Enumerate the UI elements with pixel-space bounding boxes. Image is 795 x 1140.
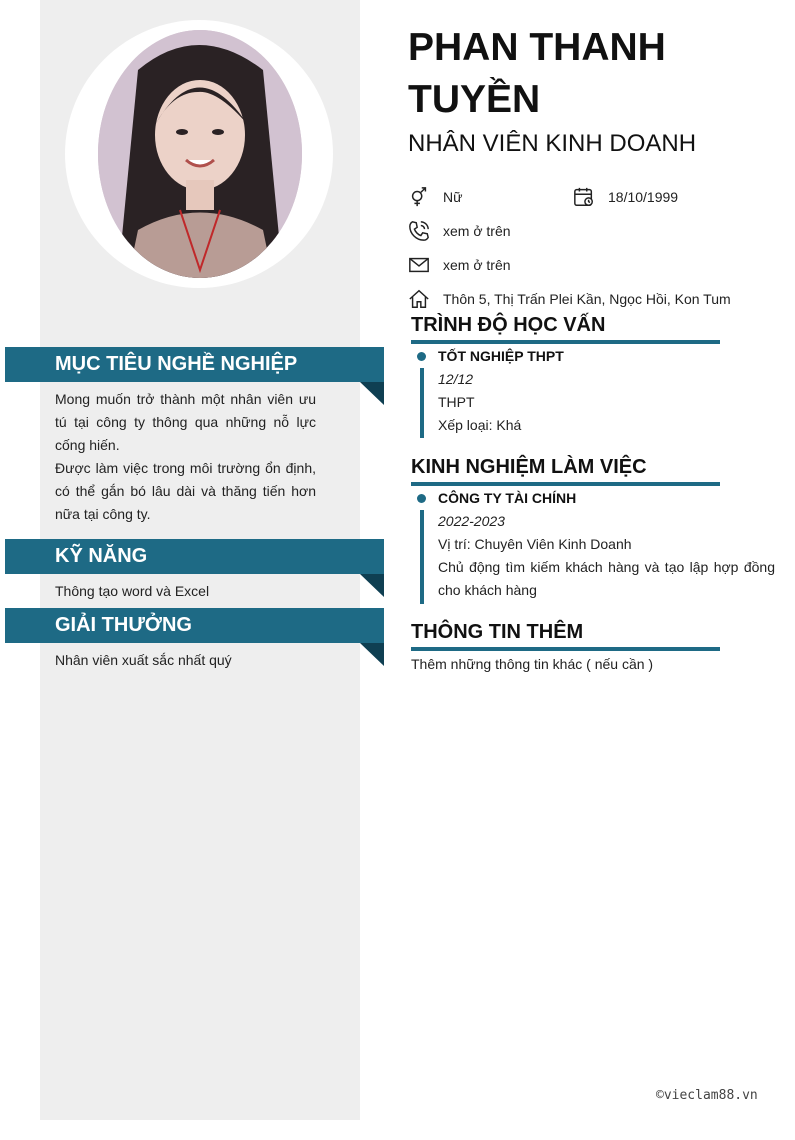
timeline-dot [417, 352, 426, 361]
awards-title: GIẢI THƯỞNG [55, 614, 192, 636]
section-title-education: TRÌNH ĐỘ HỌC VẤN [411, 312, 720, 344]
education-period: 12/12 [438, 371, 474, 387]
objective-text [55, 388, 316, 526]
phone-value: xem ở trên [443, 223, 511, 239]
objective-title: MỤC TIÊU NGHỀ NGHIỆP [55, 353, 298, 375]
timeline-line [420, 368, 424, 438]
envelope-icon [408, 254, 430, 276]
experience-period: 2022-2023 [438, 513, 505, 529]
experience-description: Chủ động tìm kiếm khách hàng và tạo lập hợp đồng cho khách hàng [438, 559, 775, 598]
additional-text: Thêm những thông tin khác ( nếu cần ) [411, 656, 654, 672]
section-header-awards [5, 608, 384, 643]
watermark: ©vieclam88.vn [656, 1088, 758, 1103]
info-email [408, 253, 511, 277]
timeline-dot [417, 494, 426, 503]
candidate-name: PHAN THANH TUYỀN [408, 26, 666, 121]
calendar-icon [573, 186, 595, 208]
section-title-experience: KINH NGHIỆM LÀM VIỆC [411, 454, 720, 486]
birthday-value: 18/10/1999 [608, 189, 679, 205]
objective-paragraph-2: Được làm việc trong môi trường ổn định, có thể gắn bó lâu dài và thăng tiến hơn nữa tại công ty. [55, 460, 316, 522]
ribbon-fold [360, 382, 384, 405]
education-school: THPT [438, 394, 475, 410]
education-grade: Xếp loại: Khá [438, 417, 522, 433]
avatar [98, 30, 302, 278]
objective-paragraph-1: Mong muốn trở thành một nhân viên ưu tú tại công ty thông qua những nỗ lực cống hiến. [55, 391, 316, 453]
email-value: xem ở trên [443, 257, 511, 273]
info-gender [408, 185, 462, 209]
info-birthday [573, 185, 678, 209]
section-title-additional: THÔNG TIN THÊM [411, 619, 720, 651]
info-phone [408, 219, 511, 243]
address-value: Thôn 5, Thị Trấn Plei Kần, Ngọc Hồi, Kon Tum [443, 291, 731, 307]
education-name: TỐT NGHIỆP THPT [438, 348, 564, 364]
skills-title: KỸ NĂNG [55, 545, 148, 567]
experience-company: CÔNG TY TÀI CHÍNH [438, 490, 577, 506]
info-address [408, 287, 731, 311]
section-header-skills [5, 539, 384, 574]
awards-text: Nhân viên xuất sắc nhất quý [55, 652, 232, 668]
skills-text: Thông tạo word và Excel [55, 583, 210, 599]
gender-icon [408, 186, 430, 208]
job-title: NHÂN VIÊN KINH DOANH [408, 130, 697, 157]
experience-position: Vị trí: Chuyên Viên Kinh Doanh [438, 536, 632, 552]
ribbon-fold [360, 643, 384, 666]
ribbon-fold [360, 574, 384, 597]
gender-value: Nữ [443, 189, 463, 205]
home-icon [408, 288, 430, 310]
timeline-line [420, 510, 424, 604]
section-header-objective [5, 347, 384, 382]
phone-icon [408, 220, 430, 242]
